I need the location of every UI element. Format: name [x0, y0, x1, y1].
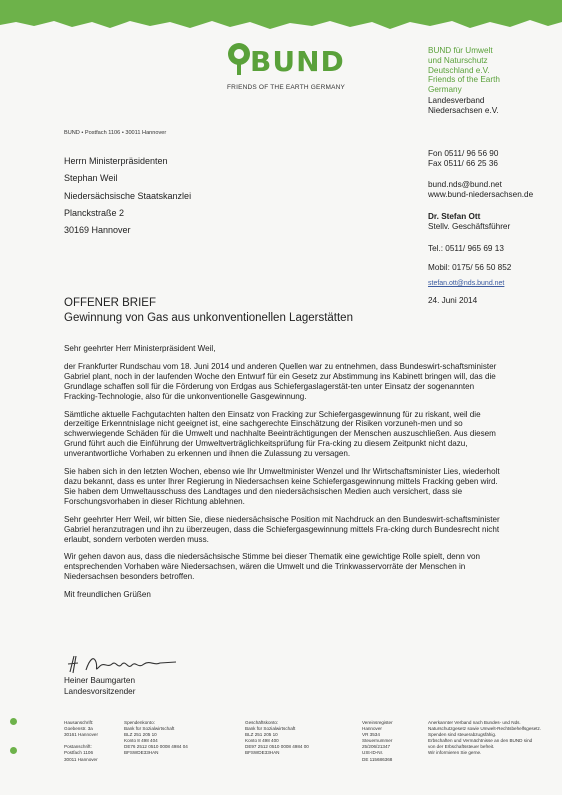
contact-person: Dr. Stefan Ott Stellv. Geschäftsführer [428, 212, 511, 231]
landesverband: Landesverband Niedersachsen e.V. [428, 96, 499, 115]
footer-donation-account: Spendenkonto: Bank für Sozialwirtschaft BLZ 251 205 10 Konto 8 498 404 DE76 2512 0510 0008 4984 04 BFSWDE33HAN [124, 720, 188, 756]
recipient-address: Herrn Ministerpräsidenten Stephan Weil Niedersächsische Staatskanzlei Planckstraße 2 30169 Hannover [64, 156, 192, 236]
org-email[interactable]: bund.nds@bund.net [428, 180, 502, 189]
contact-web [428, 180, 533, 200]
logo-tagline: FRIENDS OF THE EARTH GERMANY [227, 84, 346, 91]
paragraph: Wir gehen davon aus, dass die niedersächsische Stimme bei dieser Thematik eine gewichtige Rolle spielt, denn von entsprechenden Vorhaben wäre Niedersachsen, wären die Umwelt und die Trinkwasservorräte der Menschen in Niedersachsen besonders betroffen. [64, 552, 481, 582]
signer-block [64, 675, 135, 697]
paragraph: Sie haben sich in den letzten Wochen, ebenso wie Ihr Umweltminister Wenzel und Ihr Wirtschaftsminister Lies, wiederholt dazu bekannt, dass es unter Ihrer Regierung in Niedersachsen keine Schiefergasgewinnung mittels Fracking geben wird. Sie haben dem Umweltausschuss des Landtages und den niedersächsischen Medien auch versichert, dass sie Forschungsvorhaben in dieser Richtung ablehnen. [64, 467, 500, 506]
contact-phone: Fon 0511/ 96 56 90 Fax 0511/ 66 25 36 [428, 149, 499, 168]
person-phone: Tel.: 0511/ 965 69 13 [428, 244, 504, 253]
paragraph: Sämtliche aktuelle Fachgutachten halten den Einsatz von Fracking zur Schiefergasgewinnung für zu riskant, weil die derzeitige Erkenntnislage nicht geeignet ist, eine sachgerechte Einschätzung der Risiken vorzuneh-men und so schwerwiegende Schäden für die Umwelt und nachhalte Beeinträchtigungen der Menschen auszuschließen. Aus diesem Grund führt auch die Einführung der Umweltverträglichkeitsprüfung für Fra-cking zu diesem Zeitpunkt nicht dazu, unverantwortliche Vorhaben zu erkennen und ihnen die Zulassung zu versagen. [64, 409, 496, 459]
handwritten-signature [64, 652, 184, 676]
logo-wordmark: BUND [250, 45, 345, 78]
closing: Mit freundlichen Grüßen [64, 590, 151, 600]
paragraph: der Frankfurter Rundschau vom 18. Juni 2014 und anderen Quellen war zu entnehmen, dass Bundeswirt-schaftsminister Gabriel plant, noch in der laufenden Woche den Entwurf für ein Gesetz zur Abstimmung ins Kabinett bringen will, das die Grundlage schaffen soll für die Förderung von Erdgas aus Schiefergaslagerstät-ten unter Einsatz der sogenannten Fracking-Technologie, also für die unkonventionelle Gasgewinnung. [64, 361, 497, 401]
footer-dot-icon [10, 718, 17, 725]
signer-name: Heiner Baumgarten [64, 676, 135, 685]
sender-line: BUND • Postfach 1106 • 30011 Hannover [64, 130, 167, 136]
green-header-banner [0, 0, 562, 34]
footer-business-account: Geschäftskonto: Bank für Sozialwirtschaft BLZ 251 205 10 Konto 8 498 400 DE97 2512 0510 0008 4984 00 BFSWDE33HAN [245, 720, 309, 756]
footer-address: Hausanschrift: Goebenstr. 3a 30161 Hannover Postanschrift: Postfach 1106 30011 Hannover [64, 720, 98, 762]
footer-legal-note: Anerkannter Verband nach Bundes- und Nds. Naturschutzgesetz sowie Umwelt-Rechtsbehelfsgesetz. Spenden sind steuerabzugsfähig. Erbschaften und Vermächtnisse an den BUND sind von der Erbschaftssteuer befreit. Wir informieren Sie gerne. [428, 720, 542, 756]
letter-title: OFFENER BRIEF [64, 297, 157, 309]
signer-role: Landesvorsitzender [64, 687, 136, 696]
letter-date: 24. Juni 2014 [428, 296, 478, 305]
person-email-link[interactable]: stefan.ott@nds.bund.net [428, 280, 505, 287]
footer-register: Vereinsregister Hannover VR 3534 Steuernummer 25/206/21347 USt-ID-Nr. DE 115686368 [362, 720, 393, 762]
org-website[interactable]: www.bund-niedersachsen.de [428, 189, 534, 199]
org-name: BUND für Umwelt und Naturschutz Deutschland e.V. Friends of the Earth Germany [428, 46, 500, 95]
bund-logo-icon [226, 41, 252, 77]
person-mobile: Mobil: 0175/ 56 50 852 [428, 263, 512, 272]
salutation: Sehr geehrter Herr Ministerpräsident Weil, [64, 344, 216, 353]
paragraph: Sehr geehrter Herr Weil, wir bitten Sie, diese niedersächsische Position mit Nachdruck an den Bundeswirt-schaftsminister Gabriel heranzutragen und ihn zu überzeugen, dass die Schiefergasgewinnung mittels Fra-cking durch Bundesrecht nicht erlaubt, sondern verboten werden muss. [64, 514, 500, 544]
letter-body [64, 344, 509, 608]
letter-heading [64, 296, 353, 325]
footer-dot-icon [10, 747, 17, 754]
letter-subject: Gewinnung von Gas aus unkonventionellen Lagerstätten [64, 311, 353, 324]
